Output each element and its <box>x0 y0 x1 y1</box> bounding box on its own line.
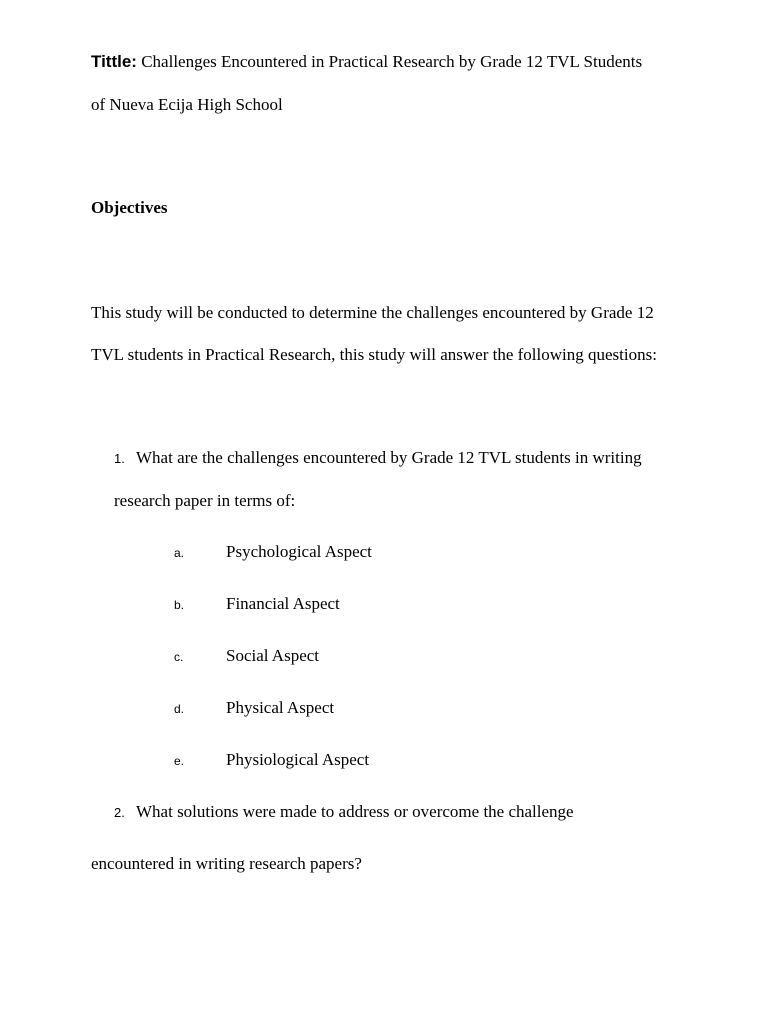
title-line-1 <box>91 51 642 73</box>
sub-item-b-text: Financial Aspect <box>226 594 340 613</box>
sub-item-d-text: Physical Aspect <box>226 698 335 717</box>
title-line-2: of Nueva Ecija High School <box>91 95 283 114</box>
question-2-line-2: encountered in writing research papers? <box>91 854 362 873</box>
question-2-line-1: What solutions were made to address or overcome the challenge <box>136 802 574 821</box>
title-label: Tittle: <box>91 52 137 71</box>
sub-item-a-text: Psychological Aspect <box>226 542 372 561</box>
sub-item-e-letter: e. <box>174 754 185 768</box>
question-1-line-2: research paper in terms of: <box>114 491 296 510</box>
sub-item-d-letter: d. <box>174 702 185 716</box>
question-1-line-1: What are the challenges encountered by Grade 12 TVL students in writing <box>136 448 642 467</box>
sub-item-b-letter: b. <box>174 598 185 612</box>
question-1-number: 1. <box>114 451 125 466</box>
sub-item-c-text: Social Aspect <box>226 646 320 665</box>
question-2-number: 2. <box>114 805 125 820</box>
sub-item-e-text: Physiological Aspect <box>226 750 370 769</box>
intro-line-1: This study will be conducted to determine the challenges encountered by Grade 12 <box>91 303 654 322</box>
sub-item-a-letter: a. <box>174 546 185 560</box>
intro-line-2: TVL students in Practical Research, this study will answer the following questions: <box>91 345 657 364</box>
sub-item-c-letter: c. <box>174 650 184 664</box>
title-text: Challenges Encountered in Practical Research by Grade 12 TVL Students <box>141 52 643 71</box>
objectives-heading: Objectives <box>91 198 168 217</box>
